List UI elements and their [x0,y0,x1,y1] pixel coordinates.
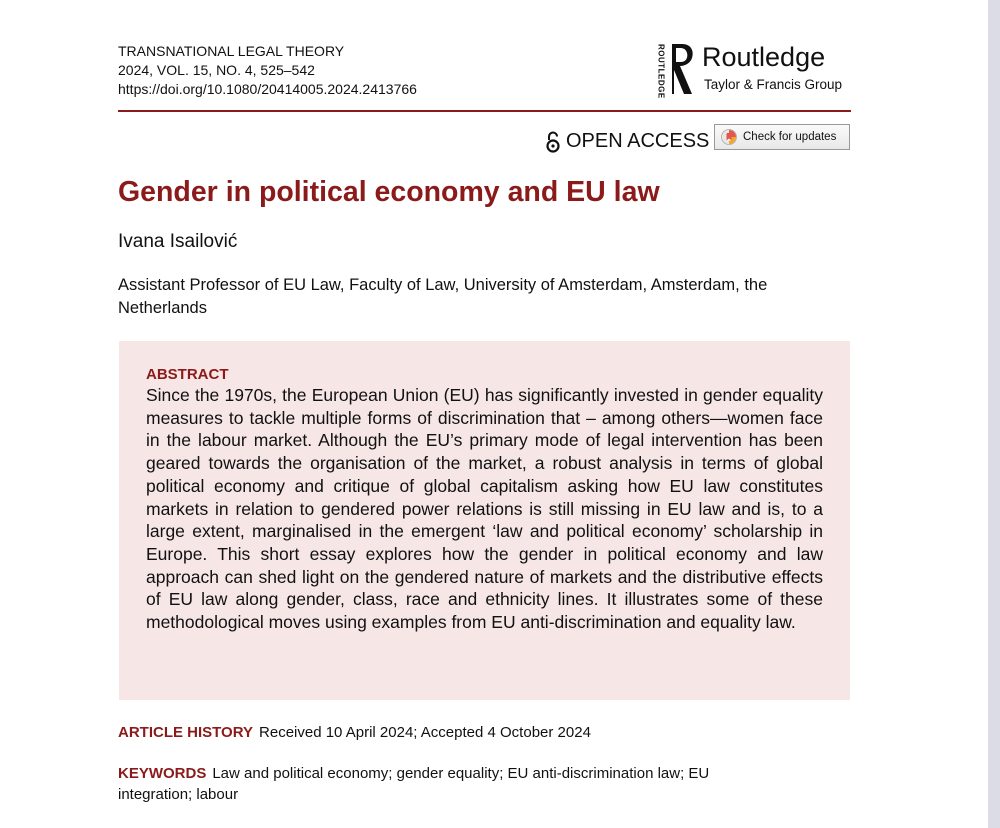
keywords-label: KEYWORDS [118,765,207,782]
journal-volume: 2024, VOL. 15, NO. 4, 525–542 [118,62,315,78]
publisher-group: Taylor & Francis Group [704,77,843,92]
keywords [118,763,758,805]
article-history-value: Received 10 April 2024; Accepted 4 October 2024 [259,724,591,741]
keywords-value: Law and political economy; gender equality; EU anti-discrimination law; EU integration; labour [118,765,710,803]
journal-name: TRANSNATIONAL LEGAL THEORY [118,43,345,59]
viewer-scroll-gutter[interactable] [988,0,1000,828]
publisher-name: Routledge [702,42,826,72]
header-divider [118,110,851,112]
open-access-label: OPEN ACCESS [566,130,710,152]
abstract-text: Since the 1970s, the European Union (EU) has significantly invested in gender equality measures to tackle multiple forms of discrimination that – among others—women face in the labour market. Although the EU’s primary mode of legal intervention has been geared towards the organisation of the market, a robust analysis in terms of global political economy and critique of global capitalism asking how EU law constitutes markets in relation to gendered power relations is still missing in EU law and is, to a large extent, marginalised in the emergent ‘law and political economy’ scholarship in Europe. This short essay explores how the gender in political economy and law approach can shed light on the gendered nature of markets and the distributive effects of EU law along gender, class, race and ethnicity lines. It illustrates some of these methodological moves using examples from EU anti-discrimination and equality law. [146,385,823,633]
author-affiliation: Assistant Professor of EU Law, Faculty of Law, University of Amsterdam, Amsterdam, the Netherlands [118,276,768,317]
check-for-updates-label: Check for updates [743,131,837,143]
doi-link[interactable]: https://doi.org/10.1080/20414005.2024.2413766 [118,81,417,97]
publisher-logo [654,40,854,100]
abstract-heading: ABSTRACT [146,366,229,383]
open-access-badge [544,130,709,153]
publisher-vertical-label: ROUTLEDGE [656,43,666,99]
author-name: Ivana Isailović [118,231,238,252]
open-lock-icon [544,131,562,153]
crossmark-icon [721,129,737,145]
check-for-updates-button[interactable] [714,124,850,150]
article-title: Gender in political economy and EU law [118,176,660,208]
article-history-label: ARTICLE HISTORY [118,724,254,741]
routledge-logo-icon [668,40,696,98]
journal-meta [118,42,417,99]
article-history [118,724,591,741]
abstract-box [119,341,850,700]
